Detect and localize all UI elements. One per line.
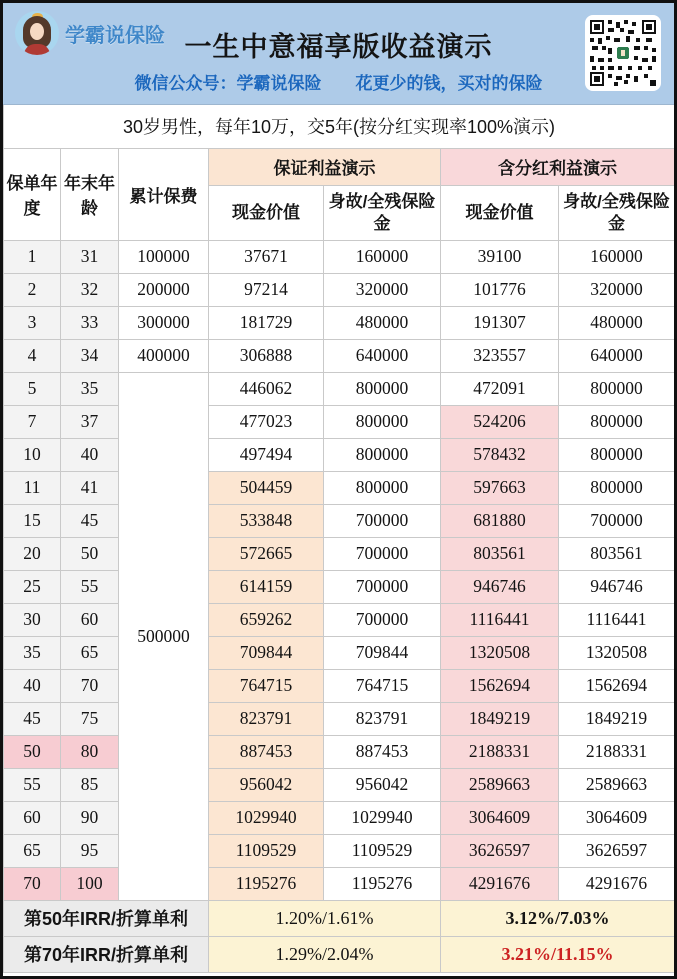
cell-dividend-cash-value: 1849219 (441, 702, 559, 735)
cell-dividend-death-benefit: 2589663 (559, 768, 675, 801)
page-subtitle: 微信公众号：学霸说保险 花更少的钱，买对的保险 (134, 74, 543, 93)
cell-dividend-cash-value: 1562694 (441, 669, 559, 702)
table-row (4, 273, 675, 306)
irr-dividend-value: 3.12%/7.03% (441, 900, 675, 936)
cell-policy-year: 60 (4, 801, 61, 834)
cell-dividend-death-benefit: 700000 (559, 504, 675, 537)
cell-guaranteed-death-benefit: 800000 (324, 372, 441, 405)
cell-guaranteed-cash-value: 446062 (209, 372, 324, 405)
table-row (4, 504, 675, 537)
cell-age: 55 (61, 570, 119, 603)
cell-policy-year: 1 (4, 240, 61, 273)
cell-guaranteed-death-benefit: 956042 (324, 768, 441, 801)
cell-guaranteed-death-benefit: 160000 (324, 240, 441, 273)
cell-age: 34 (61, 339, 119, 372)
cell-dividend-cash-value: 3626597 (441, 834, 559, 867)
cell-age: 70 (61, 669, 119, 702)
cell-dividend-death-benefit: 2188331 (559, 735, 675, 768)
table-row (4, 339, 675, 372)
cell-guaranteed-cash-value: 497494 (209, 438, 324, 471)
table-row (4, 537, 675, 570)
cell-guaranteed-death-benefit: 1109529 (324, 834, 441, 867)
cell-dividend-death-benefit: 800000 (559, 438, 675, 471)
cell-dividend-cash-value: 2188331 (441, 735, 559, 768)
cell-dividend-cash-value: 323557 (441, 339, 559, 372)
group-header-guaranteed: 保证利益演示 (209, 148, 441, 185)
cell-age: 33 (61, 306, 119, 339)
cell-guaranteed-death-benefit: 700000 (324, 570, 441, 603)
cell-policy-year: 4 (4, 339, 61, 372)
cell-age: 90 (61, 801, 119, 834)
cell-policy-year: 15 (4, 504, 61, 537)
table-row (4, 306, 675, 339)
table-row (4, 372, 675, 405)
cell-age: 35 (61, 372, 119, 405)
table-row (4, 471, 675, 504)
cell-guaranteed-cash-value: 572665 (209, 537, 324, 570)
plan-info: 30岁男性，每年10万，交5年(按分红实现率100%演示) (4, 105, 675, 148)
cell-age: 50 (61, 537, 119, 570)
table-row (4, 570, 675, 603)
app-header (3, 3, 674, 105)
cell-guaranteed-cash-value: 1195276 (209, 867, 324, 900)
col-header-dividend-cash-value: 现金价值 (441, 185, 559, 240)
table-row (4, 438, 675, 471)
cell-guaranteed-death-benefit: 800000 (324, 405, 441, 438)
cell-guaranteed-death-benefit: 709844 (324, 636, 441, 669)
cell-guaranteed-death-benefit: 800000 (324, 471, 441, 504)
table-row (4, 834, 675, 867)
cell-dividend-death-benefit: 320000 (559, 273, 675, 306)
cell-guaranteed-death-benefit: 700000 (324, 537, 441, 570)
col-header-dividend-death-benefit: 身故/全残保险金 (559, 185, 675, 240)
cell-guaranteed-death-benefit: 320000 (324, 273, 441, 306)
table-row (4, 636, 675, 669)
cell-dividend-cash-value: 681880 (441, 504, 559, 537)
cell-premium: 200000 (119, 273, 209, 306)
cell-dividend-cash-value: 597663 (441, 471, 559, 504)
cell-guaranteed-cash-value: 764715 (209, 669, 324, 702)
cell-dividend-cash-value: 1320508 (441, 636, 559, 669)
cell-dividend-death-benefit: 800000 (559, 471, 675, 504)
cell-dividend-cash-value: 578432 (441, 438, 559, 471)
cell-policy-year: 11 (4, 471, 61, 504)
cell-dividend-death-benefit: 1562694 (559, 669, 675, 702)
table-row (4, 603, 675, 636)
cell-dividend-death-benefit: 4291676 (559, 867, 675, 900)
plan-info-row (4, 105, 675, 148)
cell-guaranteed-cash-value: 37671 (209, 240, 324, 273)
table-footer (4, 900, 675, 972)
cell-age: 45 (61, 504, 119, 537)
irr-guaranteed-value: 1.29%/2.04% (209, 936, 441, 972)
cell-policy-year: 20 (4, 537, 61, 570)
col-header-policy-year: 保单年度 (4, 148, 61, 240)
cell-dividend-death-benefit: 946746 (559, 570, 675, 603)
qr-code (585, 15, 661, 91)
cell-guaranteed-cash-value: 477023 (209, 405, 324, 438)
cell-policy-year: 7 (4, 405, 61, 438)
cell-guaranteed-death-benefit: 480000 (324, 306, 441, 339)
table-row (4, 669, 675, 702)
cell-guaranteed-cash-value: 709844 (209, 636, 324, 669)
cell-policy-year: 3 (4, 306, 61, 339)
cell-policy-year: 55 (4, 768, 61, 801)
cell-dividend-death-benefit: 3064609 (559, 801, 675, 834)
cell-policy-year: 25 (4, 570, 61, 603)
table-body (4, 240, 675, 900)
cell-guaranteed-cash-value: 1109529 (209, 834, 324, 867)
cell-dividend-cash-value: 472091 (441, 372, 559, 405)
cell-guaranteed-cash-value: 659262 (209, 603, 324, 636)
irr-row (4, 900, 675, 936)
cell-guaranteed-cash-value: 614159 (209, 570, 324, 603)
irr-label: 第50年IRR/折算单利 (4, 900, 209, 936)
cell-guaranteed-death-benefit: 1029940 (324, 801, 441, 834)
irr-dividend-value: 3.21%/11.15% (441, 936, 675, 972)
cell-guaranteed-cash-value: 504459 (209, 471, 324, 504)
cell-guaranteed-death-benefit: 1195276 (324, 867, 441, 900)
table-row (4, 768, 675, 801)
irr-label: 第70年IRR/折算单利 (4, 936, 209, 972)
cell-dividend-cash-value: 946746 (441, 570, 559, 603)
cell-age: 40 (61, 438, 119, 471)
table-row (4, 735, 675, 768)
cell-policy-year: 50 (4, 735, 61, 768)
table-header (4, 105, 675, 240)
cell-guaranteed-cash-value: 823791 (209, 702, 324, 735)
cell-dividend-cash-value: 524206 (441, 405, 559, 438)
qr-code-image (590, 20, 656, 86)
cell-guaranteed-cash-value: 97214 (209, 273, 324, 306)
group-header-dividend: 含分红利益演示 (441, 148, 675, 185)
cell-age: 80 (61, 735, 119, 768)
cell-age: 100 (61, 867, 119, 900)
cell-policy-year: 30 (4, 603, 61, 636)
cell-guaranteed-death-benefit: 823791 (324, 702, 441, 735)
table-row (4, 240, 675, 273)
cell-guaranteed-death-benefit: 700000 (324, 603, 441, 636)
cell-age: 65 (61, 636, 119, 669)
cell-guaranteed-death-benefit: 764715 (324, 669, 441, 702)
cell-policy-year: 45 (4, 702, 61, 735)
cell-dividend-cash-value: 2589663 (441, 768, 559, 801)
cell-policy-year: 35 (4, 636, 61, 669)
cell-dividend-death-benefit: 1320508 (559, 636, 675, 669)
cell-policy-year: 5 (4, 372, 61, 405)
brand-name: 学霸说保险 (65, 24, 165, 47)
benefit-table (3, 105, 675, 973)
table-row (4, 405, 675, 438)
cell-dividend-death-benefit: 640000 (559, 339, 675, 372)
cell-dividend-death-benefit: 1849219 (559, 702, 675, 735)
cell-policy-year: 2 (4, 273, 61, 306)
table-row (4, 801, 675, 834)
cell-guaranteed-death-benefit: 800000 (324, 438, 441, 471)
cell-age: 32 (61, 273, 119, 306)
cell-dividend-cash-value: 1116441 (441, 603, 559, 636)
col-header-guaranteed-cash-value: 现金价值 (209, 185, 324, 240)
col-header-age: 年末年龄 (61, 148, 119, 240)
cell-dividend-cash-value: 803561 (441, 537, 559, 570)
cell-dividend-cash-value: 101776 (441, 273, 559, 306)
cell-dividend-death-benefit: 800000 (559, 372, 675, 405)
cell-age: 85 (61, 768, 119, 801)
cell-age: 31 (61, 240, 119, 273)
cell-guaranteed-cash-value: 887453 (209, 735, 324, 768)
cell-dividend-death-benefit: 1116441 (559, 603, 675, 636)
irr-guaranteed-value: 1.20%/1.61% (209, 900, 441, 936)
cell-dividend-death-benefit: 803561 (559, 537, 675, 570)
cell-premium-merged: 500000 (119, 372, 209, 900)
cell-age: 41 (61, 471, 119, 504)
irr-row (4, 936, 675, 972)
table-row (4, 702, 675, 735)
cell-premium: 300000 (119, 306, 209, 339)
cell-dividend-death-benefit: 480000 (559, 306, 675, 339)
cell-guaranteed-death-benefit: 887453 (324, 735, 441, 768)
cell-age: 75 (61, 702, 119, 735)
cell-guaranteed-death-benefit: 700000 (324, 504, 441, 537)
cell-guaranteed-death-benefit: 640000 (324, 339, 441, 372)
cell-guaranteed-cash-value: 181729 (209, 306, 324, 339)
cell-premium: 400000 (119, 339, 209, 372)
cell-policy-year: 65 (4, 834, 61, 867)
table-row (4, 867, 675, 900)
cell-age: 60 (61, 603, 119, 636)
cell-dividend-cash-value: 39100 (441, 240, 559, 273)
cell-guaranteed-cash-value: 956042 (209, 768, 324, 801)
group-header-row (4, 148, 675, 185)
cell-policy-year: 10 (4, 438, 61, 471)
cell-dividend-cash-value: 3064609 (441, 801, 559, 834)
page-title: 一生中意福享版收益演示 (184, 32, 493, 62)
cell-guaranteed-cash-value: 306888 (209, 339, 324, 372)
cell-dividend-death-benefit: 800000 (559, 405, 675, 438)
cell-dividend-cash-value: 4291676 (441, 867, 559, 900)
col-header-guaranteed-death-benefit: 身故/全残保险金 (324, 185, 441, 240)
col-header-premium: 累计保费 (119, 148, 209, 240)
cell-guaranteed-cash-value: 533848 (209, 504, 324, 537)
cell-premium: 100000 (119, 240, 209, 273)
cell-dividend-death-benefit: 160000 (559, 240, 675, 273)
cell-age: 37 (61, 405, 119, 438)
cell-dividend-cash-value: 191307 (441, 306, 559, 339)
cell-guaranteed-cash-value: 1029940 (209, 801, 324, 834)
cell-policy-year: 40 (4, 669, 61, 702)
cell-age: 95 (61, 834, 119, 867)
cell-policy-year: 70 (4, 867, 61, 900)
cell-dividend-death-benefit: 3626597 (559, 834, 675, 867)
